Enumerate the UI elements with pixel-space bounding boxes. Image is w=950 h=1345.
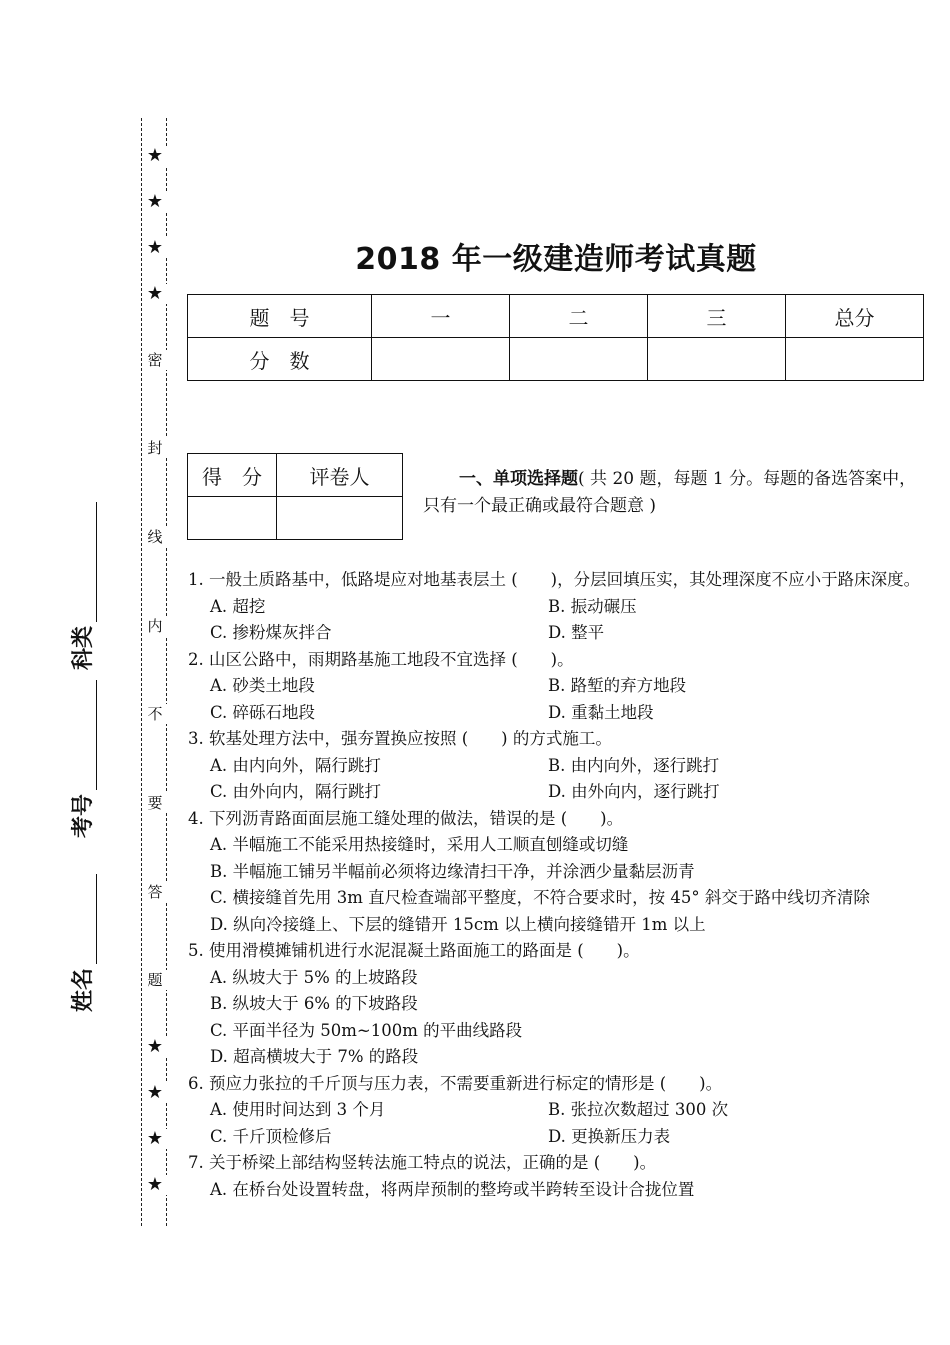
score-table-header-row xyxy=(188,295,924,338)
option: D. 纵向冷接缝上、下层的缝错开 15cm 以上横向接缝错开 1m 以上 xyxy=(210,914,706,934)
grader-score-cell[interactable] xyxy=(188,497,277,540)
grader-score-label: 得 分 xyxy=(188,454,277,497)
question-stem: 6. 预应力张拉的千斤顶与压力表，不需要重新进行标定的情形是 ( )。 xyxy=(188,1073,723,1093)
option: A. 使用时间达到 3 个月 xyxy=(210,1100,386,1119)
question xyxy=(188,647,933,727)
option: D. 由外向内，逐行跳打 xyxy=(548,782,720,801)
option: A. 砂类土地段 xyxy=(210,676,315,695)
question xyxy=(188,938,933,1071)
seal-star: ★ xyxy=(143,284,167,304)
seal-char: 线 xyxy=(143,527,167,547)
option: B. 路堑的弃方地段 xyxy=(548,676,687,695)
score-table-row-label: 分 数 xyxy=(188,338,372,381)
option: B. 张拉次数超过 300 次 xyxy=(548,1100,729,1119)
exam-number-label: 考号 xyxy=(70,793,96,838)
option: D. 重黏土地段 xyxy=(548,702,654,722)
option: B. 半幅施工铺另半幅前必须将边缘清扫干净，并涂洒少量黏层沥青 xyxy=(210,861,695,881)
score-table-column: 二 xyxy=(510,295,648,338)
name-field xyxy=(66,874,97,1012)
question-list xyxy=(188,567,933,1203)
option: A. 纵坡大于 5% 的上坡路段 xyxy=(210,967,418,987)
seal-star: ★ xyxy=(143,238,167,258)
score-table-column: 三 xyxy=(648,295,786,338)
seal-star: ★ xyxy=(143,1037,167,1057)
grader-table xyxy=(187,453,403,540)
option: B. 纵坡大于 6% 的下坡路段 xyxy=(210,994,418,1013)
score-table-header-label: 题 号 xyxy=(188,295,372,338)
score-cell[interactable] xyxy=(648,338,786,381)
question-stem: 3. 软基处理方法中，强夯置换应按照 ( ) 的方式施工。 xyxy=(188,729,612,748)
exam-number-field xyxy=(66,680,97,838)
score-table-column: 一 xyxy=(372,295,510,338)
option: C. 碎砾石地段 xyxy=(210,702,316,722)
exam-number-blank[interactable] xyxy=(78,680,97,790)
option: C. 平面半径为 50m~100m 的平曲线路段 xyxy=(210,1020,523,1040)
option: D. 整平 xyxy=(548,623,605,642)
option: D. 超高横坡大于 7% 的路段 xyxy=(210,1047,419,1066)
section-heading xyxy=(423,466,927,520)
seal-char: 答 xyxy=(143,882,167,902)
name-blank[interactable] xyxy=(78,874,97,964)
question xyxy=(188,1071,933,1151)
score-table-score-row xyxy=(188,338,924,381)
score-cell[interactable] xyxy=(372,338,510,381)
binding-line-left xyxy=(141,118,142,1226)
section-title: 一、单项选择题 xyxy=(459,469,578,489)
question-stem: 7. 关于桥梁上部结构竖转法施工特点的说法，正确的是 ( )。 xyxy=(188,1153,657,1172)
option: D. 更换新压力表 xyxy=(548,1126,671,1146)
seal-char: 题 xyxy=(143,970,167,990)
option: C. 千斤顶检修后 xyxy=(210,1126,332,1146)
subject-label: 科类 xyxy=(70,625,96,670)
question xyxy=(188,806,933,939)
grader-label: 评卷人 xyxy=(277,454,403,497)
option: A. 在桥台处设置转盘，将两岸预制的整垮或半跨转至设计合拢位置 xyxy=(210,1179,695,1199)
seal-char: 密 xyxy=(143,350,167,370)
option: A. 超挖 xyxy=(210,596,266,616)
seal-char: 内 xyxy=(143,616,167,636)
subject-blank[interactable] xyxy=(78,502,97,622)
option: B. 由内向外，逐行跳打 xyxy=(548,755,720,775)
grader-name-cell[interactable] xyxy=(277,497,403,540)
option: A. 由内向外，隔行跳打 xyxy=(210,755,381,775)
score-table xyxy=(187,294,924,381)
seal-star: ★ xyxy=(143,1129,167,1149)
question-stem: 4. 下列沥青路面面层施工缝处理的做法，错误的是 ( )。 xyxy=(188,808,624,828)
option: B. 振动碾压 xyxy=(548,596,637,616)
question-stem: 2. 山区公路中，雨期路基施工地段不宜选择 ( )。 xyxy=(188,649,574,669)
page-title: 2018 年一级建造师考试真题 xyxy=(355,242,757,277)
question xyxy=(188,567,933,647)
seal-char: 不 xyxy=(143,704,167,724)
name-label: 姓名 xyxy=(70,967,96,1012)
option: C. 掺粉煤灰拌合 xyxy=(210,623,332,642)
question xyxy=(188,1150,933,1203)
question-stem: 1. 一般土质路基中，低路堤应对地基表层土 ( )，分层回填压实，其处理深度不应小于路床深度。 xyxy=(188,570,921,589)
question-stem: 5. 使用滑模摊铺机进行水泥混凝土路面施工的路面是 ( )。 xyxy=(188,941,640,960)
score-cell[interactable] xyxy=(786,338,924,381)
score-table-column: 总分 xyxy=(786,295,924,338)
subject-field xyxy=(66,502,97,670)
seal-char: 要 xyxy=(143,793,167,813)
option: A. 半幅施工不能采用热接缝时，采用人工顺直刨缝或切缝 xyxy=(210,835,629,854)
seal-star: ★ xyxy=(143,192,167,212)
seal-star: ★ xyxy=(143,1175,167,1195)
question xyxy=(188,726,933,806)
seal-char: 封 xyxy=(143,438,167,458)
section-instruction: ( 共 20 题，每题 1 分。每题的备选答案中，只有一个最正确或最符合题意 ) xyxy=(423,469,917,516)
option: C. 由外向内，隔行跳打 xyxy=(210,782,382,801)
option: C. 横接缝首先用 3m 直尺检查端部平整度，不符合要求时，按 45° 斜交于路中线切齐清除 xyxy=(210,888,870,907)
seal-star: ★ xyxy=(143,146,167,166)
score-cell[interactable] xyxy=(510,338,648,381)
seal-star: ★ xyxy=(143,1083,167,1103)
